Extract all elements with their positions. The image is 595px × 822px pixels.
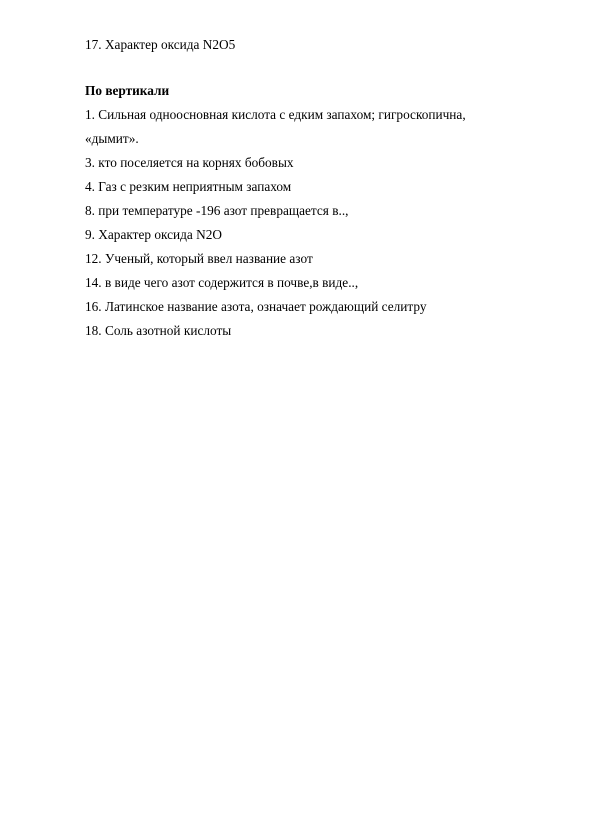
clue-16: 16. Латинское название азота, означает рождающий селитру xyxy=(85,299,427,314)
clue-1-continuation: «дымит». xyxy=(85,131,139,146)
clue-14: 14. в виде чего азот содержится в почве,в виде.., xyxy=(85,275,359,290)
clue-4: 4. Газ с резким неприятным запахом xyxy=(85,179,292,194)
clue-9: 9. Характер оксида N2O xyxy=(85,227,222,242)
clue-18: 18. Соль азотной кислоты xyxy=(85,323,232,338)
clue-12: 12. Ученый, который ввел название азот xyxy=(85,251,313,266)
crossword-clues xyxy=(85,35,525,345)
clue-17-horizontal: 17. Характер оксида N2O5 xyxy=(85,37,236,52)
clue-1: 1. Сильная одноосновная кислота с едким запахом; гигроскопична, xyxy=(85,107,466,122)
section-heading-vertical: По вертикали xyxy=(85,83,170,98)
clue-8: 8. при температуре -196 азот превращается в.., xyxy=(85,203,349,218)
clue-3: 3. кто поселяется на корнях бобовых xyxy=(85,155,294,170)
